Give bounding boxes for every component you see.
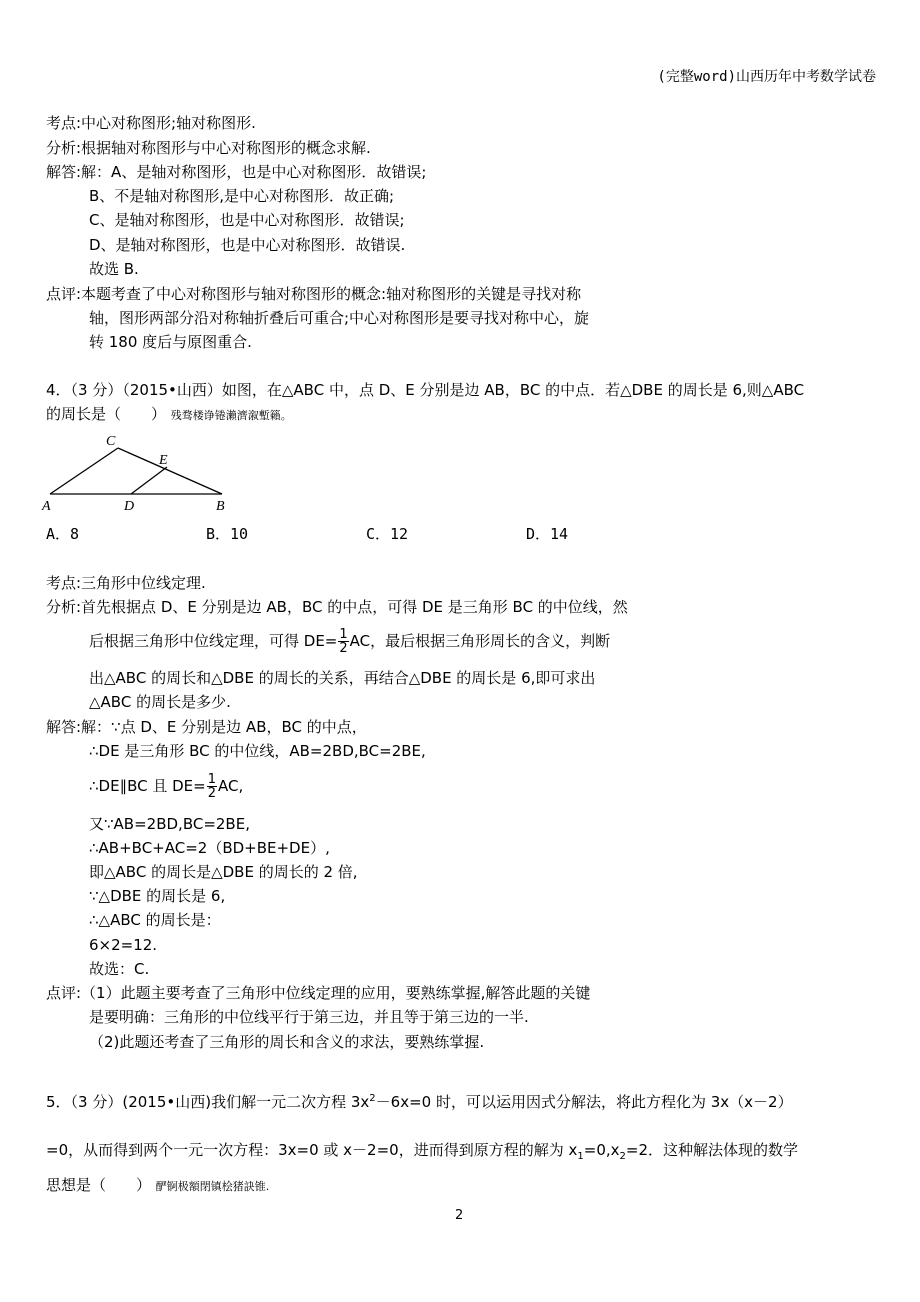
q5-l1a: 5．（3 分）(2015•山西)我们解一元二次方程 3x	[46, 1093, 370, 1111]
fraction-half	[338, 628, 348, 655]
label-d: D	[124, 499, 135, 514]
q4-pingjia-3: （2)此题还考查了三角形的周长和含义的求法，要熟练掌握.	[89, 1033, 485, 1051]
q4-jieda-2: ∴DE 是三角形 BC 的中位线，AB=2BD,BC=2BE,	[89, 742, 426, 760]
q3-pingjia-1: 点评:本题考查了中心对称图形与轴对称图形的概念:轴对称图形的关键是寻找对称	[46, 285, 582, 303]
q4-answer: 故选：C.	[89, 960, 150, 978]
q3-answer: 故选 B.	[89, 260, 139, 278]
q4-pingjia-2: 是要明确：三角形的中位线平行于第三边，并且等于第三边的一半.	[89, 1008, 529, 1026]
q5-l2c: =2．这种解法体现的数学	[625, 1141, 799, 1159]
q5-l2a: =0，从而得到两个一元一次方程：3x=0 或 x－2=0，进而得到原方程的解为 x	[46, 1141, 578, 1159]
q4-option-c[interactable]: C．12	[366, 525, 409, 543]
q4-stem-1: 4．（3 分）（2015•山西）如图，在△ABC 中，点 D、E 分别是边 AB，BC 的中点．若△DBE 的周长是 6,则△ABC	[46, 381, 805, 399]
segment-de	[131, 467, 167, 494]
q5-sub2: 2	[619, 1151, 626, 1162]
frac-den: 2	[339, 641, 348, 656]
q5-sub1: 1	[577, 1151, 584, 1162]
q3-b: B、不是轴对称图形,是中心对称图形．故正确;	[89, 187, 395, 205]
q4-option-d[interactable]: D．14	[526, 525, 569, 543]
q5-l1b: －6x=0 时，可以运用因式分解法，将此方程化为 3x（x－2）	[375, 1093, 793, 1111]
q4-fenxi-2a: 后根据三角形中位线定理，可得 DE=	[89, 632, 338, 650]
side-cb	[118, 448, 222, 494]
q4-jieda-8: ∴△ABC 的周长是：	[89, 911, 221, 929]
page-number: 2	[455, 1208, 464, 1223]
q5-sup: 2	[369, 1093, 376, 1104]
q4-fenxi-1: 分析:首先根据点 D、E 分别是边 AB，BC 的中点，可得 DE 是三角形 BC 的中位线，然	[46, 598, 628, 616]
q4-option-a[interactable]: A．8	[46, 525, 80, 543]
q4-fenxi-2b: AC，最后根据三角形周长的含义，判断	[349, 632, 611, 650]
q4-kaodian: 考点:三角形中位线定理.	[46, 574, 206, 592]
q3-c: C、是轴对称图形，也是中心对称图形．故错误;	[89, 211, 405, 229]
label-e: E	[159, 453, 168, 468]
label-a: A	[42, 499, 51, 514]
frac-num: 1	[339, 627, 348, 642]
q3-fenxi: 分析:根据轴对称图形与中心对称图形的概念求解.	[46, 139, 371, 157]
triangle-figure	[40, 428, 240, 518]
frac-den-2: 2	[207, 786, 216, 801]
frac-num-2: 1	[207, 772, 216, 787]
q4-pingjia-1: 点评:（1）此题主要考查了三角形中位线定理的应用，要熟练掌握,解答此题的关键	[46, 984, 591, 1002]
q4-jieda-3a: ∴DE∥BC 且 DE=	[89, 777, 206, 795]
q4-stem-text: 的周长是（ ）	[46, 405, 167, 423]
q4-jieda-3b: AC,	[218, 777, 244, 795]
side-ac	[50, 448, 118, 494]
q4-jieda-6: 即△ABC 的周长是△DBE 的周长的 2 倍,	[89, 863, 358, 881]
q4-jieda-5: ∴AB+BC+AC=2（BD+BE+DE）,	[89, 839, 330, 857]
q5-stem-1	[46, 1092, 793, 1112]
q4-jieda-1: 解答:解：∵点 D、E 分别是边 AB，BC 的中点，	[46, 718, 367, 736]
q4-jieda-9: 6×2=12.	[89, 936, 158, 954]
fraction-half-2	[207, 773, 217, 800]
q3-pingjia-3: 转 180 度后与原图重合.	[89, 333, 252, 351]
label-c: C	[106, 434, 116, 449]
q3-kaodian: 考点:中心对称图形;轴对称图形.	[46, 114, 256, 132]
q4-fenxi-4: △ABC 的周长是多少.	[89, 693, 231, 711]
q5-stem-2	[46, 1140, 798, 1160]
q4-option-b[interactable]: B．10	[206, 525, 249, 543]
q3-d: D、是轴对称图形，也是中心对称图形．故错误.	[89, 236, 406, 254]
q4-noise: 残骛楼诤锩瀨濟溆塹籟。	[170, 409, 292, 422]
label-b: B	[216, 499, 225, 514]
q4-stem-2	[46, 404, 292, 426]
q5-l2b: =0,x	[583, 1141, 620, 1159]
q3-pingjia-2: 轴，图形两部分沿对称轴折叠后可重合;中心对称图形是要寻找对称中心，旋	[89, 309, 590, 327]
q4-fenxi-2	[89, 628, 610, 655]
q5-noise: 酽锕极額閉镇桧猪訣锥.	[155, 1180, 270, 1193]
q4-jieda-7: ∵△DBE 的周长是 6,	[89, 887, 226, 905]
q5-l3: 思想是（ ）	[46, 1176, 152, 1194]
page-header: (完整word)山西历年中考数学试卷	[657, 69, 876, 85]
q4-jieda-3	[89, 773, 243, 800]
q5-stem-3	[46, 1175, 269, 1197]
q4-fenxi-3: 出△ABC 的周长和△DBE 的周长的关系，再结合△DBE 的周长是 6,即可求出	[89, 669, 596, 687]
q4-jieda-4: 又∵AB=2BD,BC=2BE,	[89, 815, 250, 833]
q3-jieda: 解答:解：A、是轴对称图形，也是中心对称图形．故错误;	[46, 163, 427, 181]
